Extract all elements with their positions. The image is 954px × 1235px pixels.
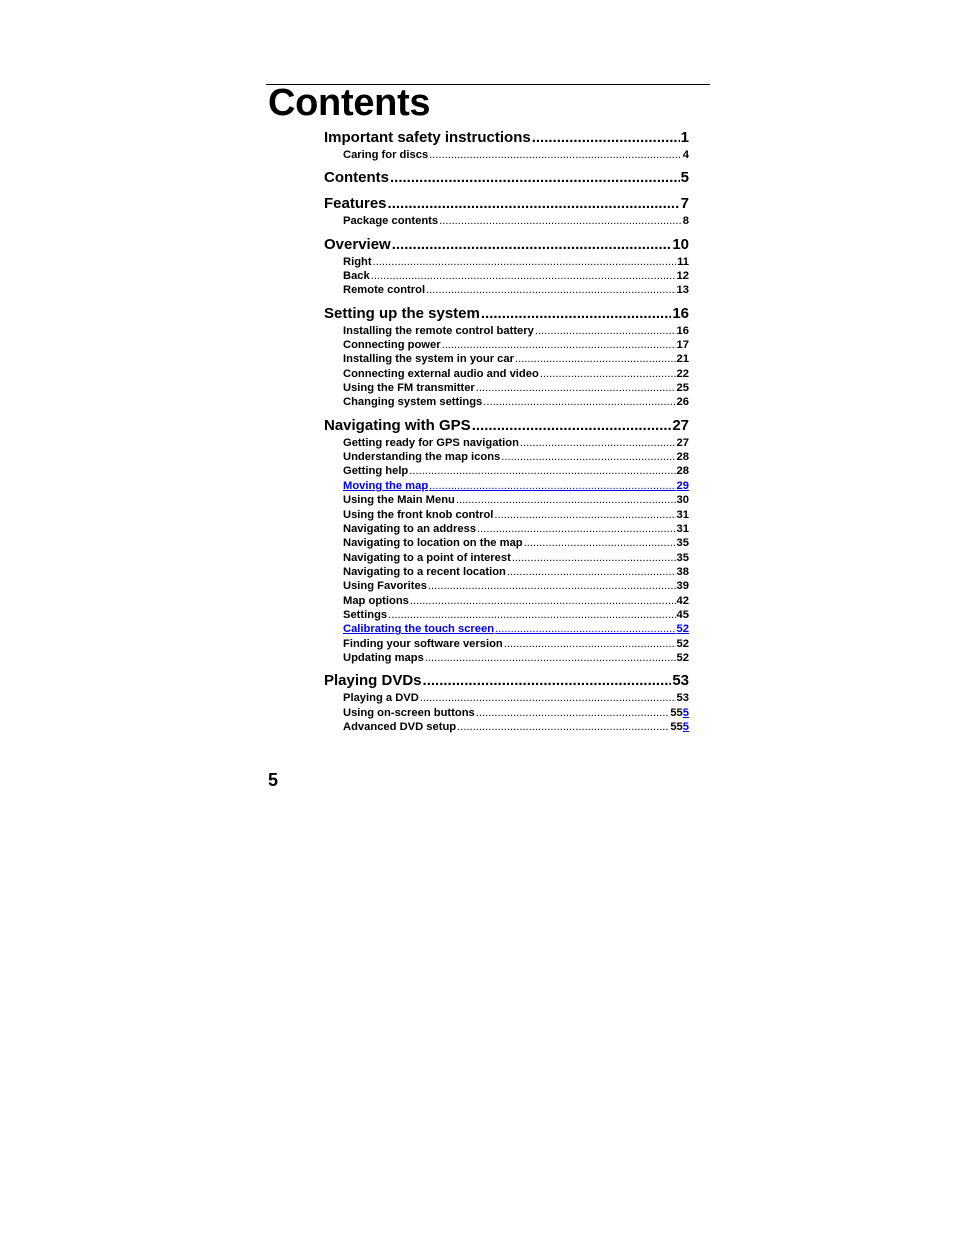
toc-entry-title: Connecting power xyxy=(343,339,441,352)
dot-leader xyxy=(540,367,676,381)
toc-item-settings[interactable] xyxy=(343,608,689,622)
toc-section-setting-up-the-system[interactable] xyxy=(324,304,689,324)
toc-entry-page: 35 xyxy=(676,551,689,564)
toc-item-using-on-screen-buttons[interactable] xyxy=(343,706,689,720)
dot-leader xyxy=(388,608,675,622)
dot-leader xyxy=(472,416,672,436)
toc-entry-title: Using the front knob control xyxy=(343,508,494,521)
dot-leader xyxy=(442,338,676,352)
toc-entry-page: 10 xyxy=(672,235,689,253)
toc-item-getting-ready-for-gps-navigation[interactable] xyxy=(343,436,689,450)
toc-entry-page: 29 xyxy=(676,479,689,492)
toc-entry-page: 42 xyxy=(676,594,689,607)
toc-entry-page: 38 xyxy=(676,565,689,578)
toc-entry-title: Contents xyxy=(324,169,389,187)
toc-entry-title: Settings xyxy=(343,608,388,621)
toc-item-finding-your-software-version[interactable] xyxy=(343,637,689,651)
dot-leader xyxy=(483,395,675,409)
toc-entry-page: 7 xyxy=(680,195,689,213)
toc-entry-page: 16 xyxy=(676,324,689,337)
toc-entry-title: Back xyxy=(343,270,370,283)
toc-entry-page: 53 xyxy=(676,692,689,705)
toc-entry-page: 22 xyxy=(676,367,689,380)
dot-leader xyxy=(373,255,677,269)
toc-entry-title: Important safety instructions xyxy=(324,129,531,146)
toc-group xyxy=(324,416,689,666)
toc-entry-page: 26 xyxy=(676,396,689,409)
toc-entry-page: 45 xyxy=(676,608,689,621)
dot-leader xyxy=(409,464,675,478)
toc-item-navigating-to-an-address[interactable] xyxy=(343,522,689,536)
toc-item-changing-system-settings[interactable] xyxy=(343,395,689,409)
dot-leader xyxy=(532,128,680,148)
toc-item-right[interactable] xyxy=(343,255,689,269)
toc-entry-page: 52 xyxy=(676,623,689,636)
toc-item-installing-the-system-in-your-car[interactable] xyxy=(343,352,689,366)
toc-group xyxy=(324,168,689,188)
toc-entry-title: Moving the map xyxy=(343,479,429,492)
dot-leader xyxy=(390,168,680,188)
toc-item-using-the-fm-transmitter[interactable] xyxy=(343,381,689,395)
dot-leader xyxy=(515,352,676,366)
toc-entry-title: Changing system settings xyxy=(343,396,483,409)
toc-entry-page: 11 xyxy=(677,255,689,268)
dot-leader xyxy=(429,148,682,162)
toc-entry-page: 17 xyxy=(676,339,689,352)
toc-entry-title: Features xyxy=(324,195,387,213)
toc-section-navigating-with-gps[interactable] xyxy=(324,416,689,436)
toc-item-calibrating-the-touch-screen[interactable] xyxy=(343,622,689,636)
dot-leader xyxy=(392,235,672,255)
toc-entry-title: Remote control xyxy=(343,284,426,297)
toc-entry-title: Right xyxy=(343,255,372,268)
toc-entry-page: 8 xyxy=(682,215,689,228)
toc-page-plain: 55 xyxy=(670,706,683,719)
toc-entry-page xyxy=(670,720,689,734)
toc-entry-title: Finding your software version xyxy=(343,637,503,650)
dot-leader xyxy=(429,479,675,493)
toc-entry-title: Installing the remote control battery xyxy=(343,324,534,337)
toc-entry-page: 31 xyxy=(676,508,689,521)
toc-section-contents[interactable] xyxy=(324,168,689,188)
toc-section-features[interactable] xyxy=(324,194,689,214)
toc-group xyxy=(324,235,689,298)
dot-leader xyxy=(388,194,680,214)
dot-leader xyxy=(410,594,676,608)
toc-entry-page: 52 xyxy=(676,651,689,664)
toc-entry-title: Caring for discs xyxy=(343,149,429,161)
dot-leader xyxy=(420,691,676,705)
dot-leader xyxy=(457,720,669,734)
toc-entry-page: 53 xyxy=(672,672,689,690)
toc-item-back[interactable] xyxy=(343,269,689,283)
dot-leader xyxy=(535,324,676,338)
toc-item-getting-help[interactable] xyxy=(343,464,689,478)
toc-entry-title: Overview xyxy=(324,235,391,253)
toc-entry-title: Navigating to location on the map xyxy=(343,537,523,550)
toc-item-connecting-power[interactable] xyxy=(343,338,689,352)
toc-entry-page: 27 xyxy=(676,436,689,449)
dot-leader xyxy=(507,565,676,579)
toc-group xyxy=(324,671,689,734)
toc-entry-title: Using on-screen buttons xyxy=(343,706,475,719)
toc-entry-page: 27 xyxy=(672,416,689,434)
dot-leader xyxy=(477,522,676,536)
dot-leader xyxy=(425,651,676,665)
toc-entry-title: Using the FM transmitter xyxy=(343,382,475,395)
toc-item-using-favorites[interactable] xyxy=(343,579,689,593)
dot-leader xyxy=(476,381,676,395)
toc-entry-page: 12 xyxy=(676,270,689,283)
toc-item-playing-a-dvd[interactable] xyxy=(343,691,689,705)
toc-group xyxy=(324,194,689,228)
dot-leader xyxy=(428,579,676,593)
toc-page-plain: 55 xyxy=(670,720,683,733)
toc-item-package-contents[interactable] xyxy=(343,214,689,228)
dot-leader xyxy=(456,493,676,507)
dot-leader xyxy=(439,214,682,228)
toc-entry-page: 28 xyxy=(676,451,689,464)
toc-entry-title: Using Favorites xyxy=(343,580,427,593)
dot-leader xyxy=(494,508,675,522)
toc-item-updating-maps[interactable] xyxy=(343,651,689,665)
toc-entry-title: Getting ready for GPS navigation xyxy=(343,436,519,449)
dot-leader xyxy=(501,450,675,464)
toc-entry-page: 52 xyxy=(676,637,689,650)
toc-entry-page: 35 xyxy=(676,537,689,550)
toc-entry-title: Setting up the system xyxy=(324,304,480,322)
toc-entry-title: Package contents xyxy=(343,215,439,228)
toc-item-navigating-to-location-on-the-map[interactable] xyxy=(343,536,689,550)
toc-entry-page: 28 xyxy=(676,465,689,478)
toc-entry-title: Using the Main Menu xyxy=(343,494,455,507)
dot-leader xyxy=(481,304,671,324)
toc-entry-title: Navigating with GPS xyxy=(324,416,471,434)
dot-leader xyxy=(524,536,676,550)
dot-leader xyxy=(476,706,670,720)
toc-entry-title: Navigating to a recent location xyxy=(343,565,506,578)
toc-group xyxy=(324,128,689,162)
dot-leader xyxy=(426,283,675,297)
toc-item-moving-the-map[interactable] xyxy=(343,479,689,493)
toc-entry-page: 1 xyxy=(680,129,689,146)
toc-entry-title: Understanding the map icons xyxy=(343,451,501,464)
toc-section-important-safety-instructions[interactable] xyxy=(324,128,689,148)
toc-entry-title: Getting help xyxy=(343,465,409,478)
dot-leader xyxy=(495,622,675,636)
toc-entry-title: Calibrating the touch screen xyxy=(343,623,495,636)
toc-entry-title: Navigating to a point of interest xyxy=(343,551,511,564)
toc-item-connecting-external-audio-and-video[interactable] xyxy=(343,367,689,381)
toc-entry-page: 25 xyxy=(676,382,689,395)
toc-page-link[interactable]: 5 xyxy=(682,720,689,733)
toc-entry-title: Playing a DVD xyxy=(343,692,419,705)
toc-entry-title: Map options xyxy=(343,594,409,607)
toc-item-map-options[interactable] xyxy=(343,594,689,608)
toc-item-installing-the-remote-control-battery[interactable] xyxy=(343,324,689,338)
toc-item-understanding-the-map-icons[interactable] xyxy=(343,450,689,464)
toc-entry-title: Connecting external audio and video xyxy=(343,367,539,380)
toc-item-caring-for-discs[interactable] xyxy=(343,148,689,162)
toc-entry-page: 39 xyxy=(676,580,689,593)
dot-leader xyxy=(423,671,672,691)
page-title: Contents xyxy=(268,82,431,124)
toc-entry-title: Playing DVDs xyxy=(324,672,422,690)
toc-entry-page: 4 xyxy=(682,149,689,161)
toc-section-overview[interactable] xyxy=(324,235,689,255)
toc-entry-page: 30 xyxy=(676,494,689,507)
table-of-contents xyxy=(324,128,689,740)
toc-group xyxy=(324,304,689,410)
dot-leader xyxy=(520,436,676,450)
toc-item-navigating-to-a-point-of-interest[interactable] xyxy=(343,551,689,565)
toc-entry-title: Navigating to an address xyxy=(343,522,477,535)
toc-section-playing-dvds[interactable] xyxy=(324,671,689,691)
toc-entry-title: Updating maps xyxy=(343,651,424,664)
toc-page-link[interactable]: 5 xyxy=(682,706,689,719)
toc-entry-page: 16 xyxy=(672,304,689,322)
toc-entry-title: Advanced DVD setup xyxy=(343,720,457,733)
toc-entry-page: 21 xyxy=(676,353,689,366)
toc-entry-page: 5 xyxy=(680,169,689,187)
dot-leader xyxy=(504,637,676,651)
dot-leader xyxy=(371,269,676,283)
page-number: 5 xyxy=(268,770,279,790)
toc-entry-title: Installing the system in your car xyxy=(343,353,514,366)
dot-leader xyxy=(512,551,676,565)
toc-item-remote-control[interactable] xyxy=(343,283,689,297)
toc-item-using-the-main-menu[interactable] xyxy=(343,493,689,507)
toc-entry-page: 31 xyxy=(676,522,689,535)
toc-entry-page xyxy=(670,706,689,720)
toc-entry-page: 13 xyxy=(676,284,689,297)
toc-item-using-the-front-knob-control[interactable] xyxy=(343,508,689,522)
toc-item-navigating-to-a-recent-location[interactable] xyxy=(343,565,689,579)
toc-item-advanced-dvd-setup[interactable] xyxy=(343,720,689,734)
